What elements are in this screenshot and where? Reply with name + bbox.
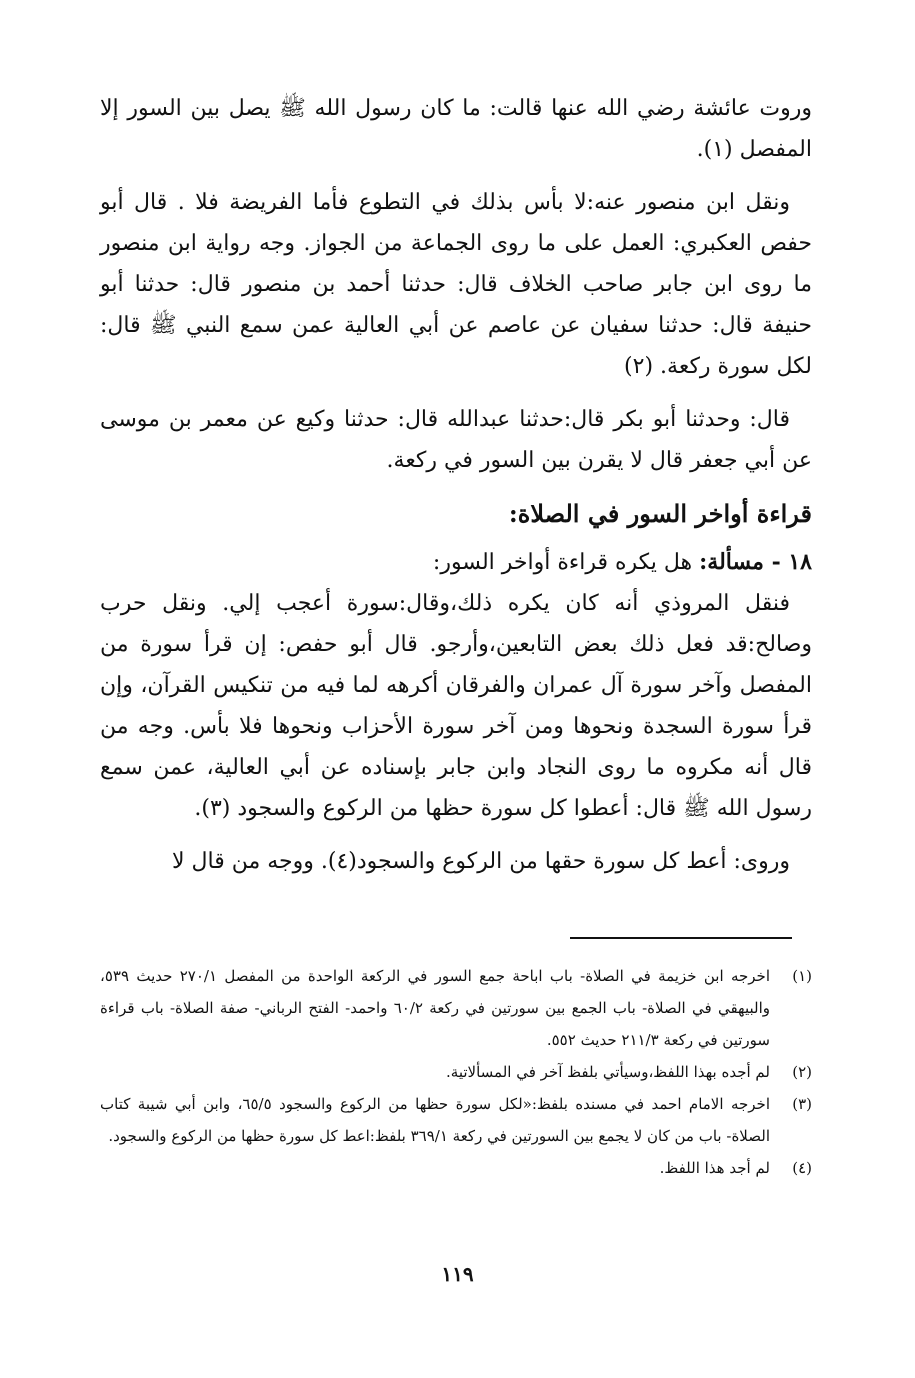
issue-line: [100, 542, 812, 583]
footnote-separator: [570, 937, 792, 939]
footnote-text: لم أجده بهذا اللفظ،وسيأتي بلفظ آخر في المسألاتية.: [446, 1063, 770, 1081]
footnote-text: اخرجه ابن خزيمة في الصلاة- باب اباحة جمع السور في الركعة الواحدة من المفصل ٢٧٠/١ حديث ٥٣٩، والبيهقي في الصلاة- باب الجمع بين سورتين في ركعة ٦٠/٢ واحمد- الفتح الرباني- صفة الصلاة- باب قراءة سورتين في ركعة ٢١١/٣ حديث ٥٥٢.: [100, 967, 770, 1049]
footnote-item: [100, 1152, 812, 1184]
footnote-item: [100, 960, 812, 1056]
footnote-number: (٢): [792, 1063, 812, 1081]
footnotes: [100, 960, 812, 1184]
footnote-number: (٤): [792, 1159, 812, 1177]
footnote-item: [100, 1056, 812, 1088]
footnote-text: اخرجه الامام احمد في مسنده بلفظ:«لكل سورة حظها من الركوع والسجود ٦٥/٥، وابن أبي شيبة كتاب الصلاة- باب من كان لا يجمع بين السورتين في ركعة ٣٦٩/١ بلفظ:اعط كل سورة حظها من الركوع والسجود.: [100, 1095, 770, 1145]
section-heading: قراءة أواخر السور في الصلاة:: [508, 499, 812, 528]
footnote-item: [100, 1088, 812, 1152]
issue-number: ١٨ - مسألة:: [699, 549, 812, 575]
paragraph-marwazi: فنقل المروذي أنه كان يكره ذلك،وقال:سورة أعجب إلي. ونقل حرب وصالح:قد فعل ذلك بعض التابعين،وأرجو. قال أبو حفص: إن قرأ سورة من المفصل وآخر سورة آل عمران والفرقان أكرهه لما فيه من تنكيس القرآن، وإن قرأ سورة السجدة ونحوها ومن آخر سورة الأحزاب ونحوها فلا بأس. وجه من قال أنه مكروه ما روى النجاد وابن جابر بإسناده عن أبي العالية، عمن سمع رسول الله ﷺ قال: أعطوا كل سورة حظها من الركوع والسجود (٣).: [100, 591, 812, 821]
paragraph-aisha: وروت عائشة رضي الله عنها قالت: ما كان رسول الله ﷺ يصل بين السور إلا المفصل (١).: [100, 96, 812, 162]
footnote-text: لم أجد هذا اللفظ.: [659, 1159, 770, 1177]
paragraph-abu-bakr: قال: وحدثنا أبو بكر قال:حدثنا عبدالله قال: حدثنا وكيع عن معمر بن موسى عن أبي جعفر قال لا يقرن بين السور في ركعة.: [100, 407, 812, 473]
footnote-number: (١): [792, 967, 812, 985]
issue-question: هل يكره قراءة أواخر السور:: [432, 550, 693, 575]
page-number: ١١٩: [441, 1262, 474, 1286]
paragraph-narration: وروى: أعط كل سورة حقها من الركوع والسجود(٤). ووجه من قال لا: [171, 849, 790, 874]
main-text: [100, 88, 812, 894]
footnote-number: (٣): [792, 1095, 812, 1113]
paragraph-ibn-mansur: ونقل ابن منصور عنه:لا بأس بذلك في التطوع فأما الفريضة فلا . قال أبو حفص العكبري: العمل على ما روى الجماعة من الجواز. وجه رواية ابن منصور ما روى ابن جابر صاحب الخلاف قال: حدثنا أحمد بن منصور قال: حدثنا أبو حنيفة قال: حدثنا سفيان عن عاصم عن أبي العالية عمن سمع النبي ﷺ قال: لكل سورة ركعة. (٢): [100, 190, 812, 379]
